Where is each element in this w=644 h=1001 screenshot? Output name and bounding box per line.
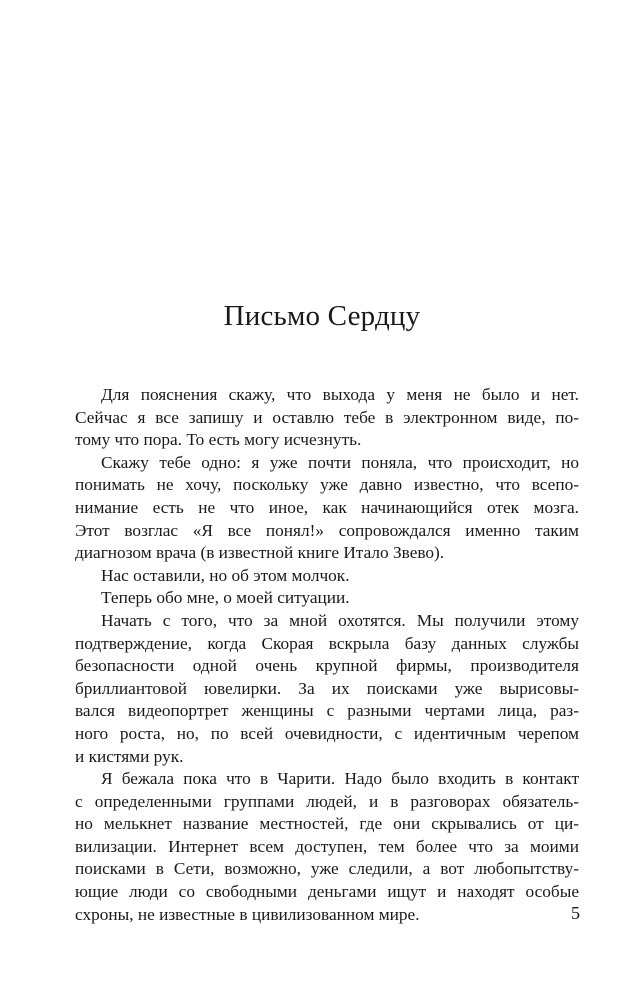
text-line: Сейчас я все запишу и оставлю тебе в электронном виде, по-	[75, 407, 579, 427]
text-line: тому что пора. То есть могу исчезнуть.	[75, 430, 362, 450]
text-line: схроны, не известные в цивилизованном мире.	[75, 904, 420, 924]
page-number: 5	[571, 903, 580, 923]
text-line: но мелькнет название местностей, где они скрывались от ци-	[75, 814, 579, 834]
paragraph	[75, 587, 579, 610]
text-line: и кистями рук.	[75, 746, 184, 766]
text-line: с определенными группами людей, и в разговорах обязатель-	[75, 791, 579, 811]
text-line: вилизации. Интернет всем доступен, тем более что за моими	[75, 836, 579, 856]
text-line: ного роста, но, по всей очевидности, с идентичным черепом	[75, 723, 579, 743]
text-line: Начать с того, что за мной охотятся. Мы получили этому	[101, 610, 579, 630]
text-line: вался видеопортрет женщины с разными чертами лица, раз-	[75, 701, 579, 721]
text-line: Я бежала пока что в Чарити. Надо было входить в контакт	[101, 769, 579, 789]
text-line: бриллиантовой ювелирки. За их поисками уже вырисовы-	[75, 678, 579, 698]
text-line: понимать не хочу, поскольку уже давно известно, что всепо-	[75, 475, 579, 495]
paragraph	[75, 384, 579, 452]
text-line: ющие люди со свободными деньгами ищут и находят особые	[75, 882, 579, 902]
paragraph	[75, 452, 579, 565]
body-text	[75, 384, 579, 926]
text-line: Нас оставили, но об этом молчок.	[101, 565, 350, 585]
text-line: безопасности одной очень крупной фирмы, производителя	[75, 656, 579, 676]
paragraph	[75, 768, 579, 926]
text-line: нимание есть не что иное, как начинающийся отек мозга.	[75, 497, 579, 517]
text-line: Этот возглас «Я все понял!» сопровождался именно таким	[75, 520, 579, 540]
paragraph	[75, 610, 579, 768]
text-line: диагнозом врача (в известной книге Итало Звево).	[75, 543, 445, 563]
text-line: Теперь обо мне, о моей ситуации.	[101, 588, 350, 608]
chapter-title: Письмо Сердцу	[223, 300, 421, 332]
paragraph	[75, 565, 579, 588]
text-line: Скажу тебе одно: я уже почти поняла, что происходит, но	[101, 452, 579, 472]
text-line: Для пояснения скажу, что выхода у меня не было и нет.	[101, 385, 579, 404]
text-line: подтверждение, когда Скорая вскрыла базу данных службы	[75, 633, 579, 653]
text-line: поисками в Сети, возможно, уже следили, а вот любопытству-	[75, 859, 579, 879]
